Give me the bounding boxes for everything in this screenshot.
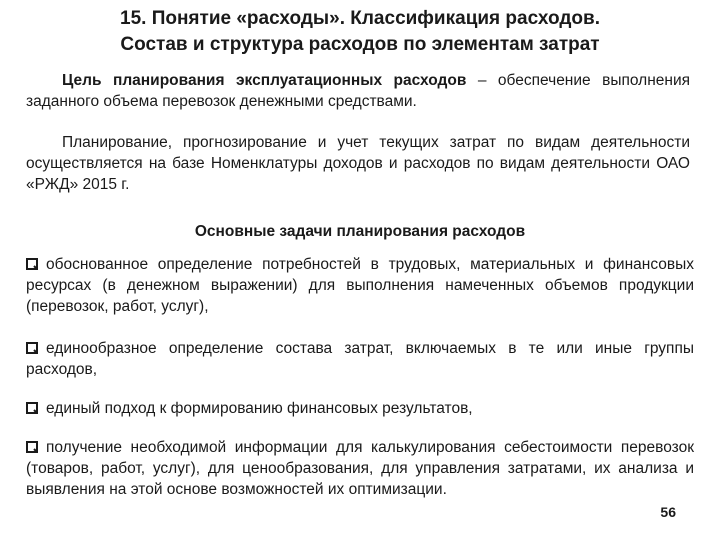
page-number: 56 <box>660 504 676 520</box>
checkbox-bullet-icon <box>26 441 38 453</box>
title-line-2: Состав и структура расходов по элементам затрат <box>120 34 600 55</box>
checkbox-bullet-icon <box>26 402 38 414</box>
task-bullet-4 <box>26 437 694 500</box>
title-line-1: 15. Понятие «расходы». Классификация расходов. <box>120 8 600 29</box>
task-bullet-1 <box>26 254 694 317</box>
task-bullet-3 <box>26 398 694 419</box>
goal-rest-text: – обеспечение выполнения заданного объема перевозок денежными средствами. <box>26 72 690 110</box>
task-bullet-text: получение необходимой информации для калькулирования себестоимости перевозок (товаров, работ, услуг), для ценообразования, для управления затратами, их анализа и выявления на этой основе возможностей их оптимизации. <box>26 439 694 498</box>
planning-paragraph-text: Планирование, прогнозирование и учет текущих затрат по видам деятельности осуществляется на базе Номенклатуры доходов и расходов по видам деятельности ОАО «РЖД» 2015 г. <box>26 134 690 193</box>
task-bullet-text: единый подход к формированию финансовых результатов, <box>46 400 473 417</box>
task-bullet-2 <box>26 338 694 380</box>
checkbox-bullet-icon <box>26 342 38 354</box>
task-bullet-text: единообразное определение состава затрат, включаемых в те или иные группы расходов, <box>26 340 694 378</box>
goal-paragraph <box>26 70 690 112</box>
checkbox-bullet-icon <box>26 258 38 270</box>
planning-paragraph <box>26 132 690 195</box>
slide-title <box>20 6 700 58</box>
goal-lead-text: Цель планирования эксплуатационных расходов <box>62 72 467 89</box>
tasks-subheading: Основные задачи планирования расходов <box>194 223 526 240</box>
task-bullet-text: обоснованное определение потребностей в трудовых, материальных и финансовых ресурсах (в денежном выражении) для выполнения намеченных объемов продукции (перевозок, работ, услуг), <box>26 256 694 315</box>
